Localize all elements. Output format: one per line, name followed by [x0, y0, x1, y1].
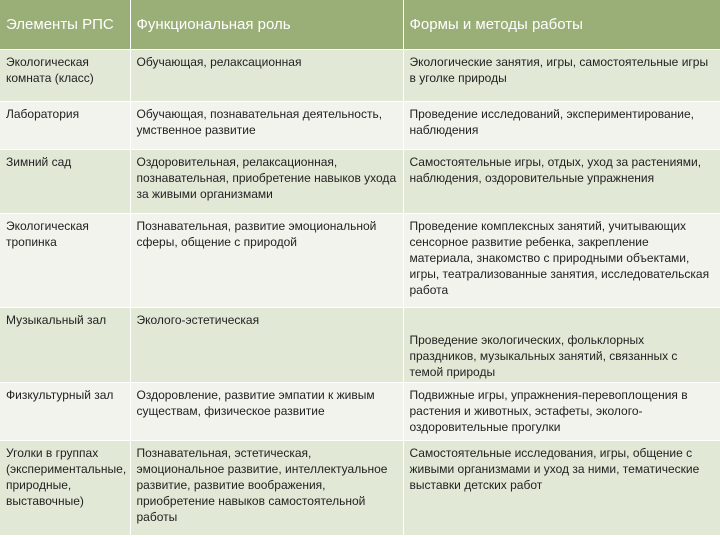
cell-element: Физкультурный зал	[0, 383, 130, 441]
table-row	[0, 383, 720, 441]
table-row	[0, 102, 720, 150]
cell-methods: Подвижные игры, упражнения-перевоплощения в растения и животных, эстафеты, эколого-оздоровительные прогулки	[403, 383, 720, 441]
table-row	[0, 441, 720, 535]
header-elements: Элементы РПС	[0, 0, 130, 50]
table-row	[0, 214, 720, 308]
cell-methods: Проведение комплексных занятий, учитывающих сенсорное развитие ребенка, закрепление материала, знакомство с природными объектами, игры, театрализованные занятия, исследовательская работа	[403, 214, 720, 308]
cell-function: Оздоровление, развитие эмпатии к живым существам, физическое развитие	[130, 383, 403, 441]
cell-element: Лаборатория	[0, 102, 130, 150]
cell-methods: Самостоятельные исследования, игры, общение с живыми организмами и уход за ними, тематические выставки детских работ	[403, 441, 720, 535]
table-row	[0, 308, 720, 383]
cell-element: Экологическая комната (класс)	[0, 50, 130, 102]
cell-methods: Экологические занятия, игры, самостоятельные игры в уголке природы	[403, 50, 720, 102]
header-function: Функциональная роль	[130, 0, 403, 50]
cell-element: Экологическая тропинка	[0, 214, 130, 308]
cell-element: Уголки в группах (экспериментальные, природные, выставочные)	[0, 441, 130, 535]
table-header-row	[0, 0, 720, 50]
cell-function: Эколого-эстетическая	[130, 308, 403, 383]
cell-function: Оздоровительная, релаксационная, познавательная, приобретение навыков ухода за живыми организмами	[130, 150, 403, 214]
cell-element: Музыкальный зал	[0, 308, 130, 383]
table-row	[0, 50, 720, 102]
cell-element: Зимний сад	[0, 150, 130, 214]
table-row	[0, 150, 720, 214]
cell-function: Познавательная, развитие эмоциональной сферы, общение с природой	[130, 214, 403, 308]
cell-function: Обучающая, познавательная деятельность, умственное развитие	[130, 102, 403, 150]
cell-function: Обучающая, релаксационная	[130, 50, 403, 102]
cell-methods: Самостоятельные игры, отдых, уход за растениями, наблюдения, оздоровительные упражнения	[403, 150, 720, 214]
cell-function: Познавательная, эстетическая, эмоциональное развитие, интеллектуальное развитие, развитие воображения, приобретение навыков самостоятельной работы	[130, 441, 403, 535]
cell-methods: Проведение экологических, фольклорных праздников, музыкальных занятий, связанных с темой природы	[403, 308, 720, 383]
header-methods: Формы и методы работы	[403, 0, 720, 50]
cell-methods: Проведение исследований, экспериментирование, наблюдения	[403, 102, 720, 150]
